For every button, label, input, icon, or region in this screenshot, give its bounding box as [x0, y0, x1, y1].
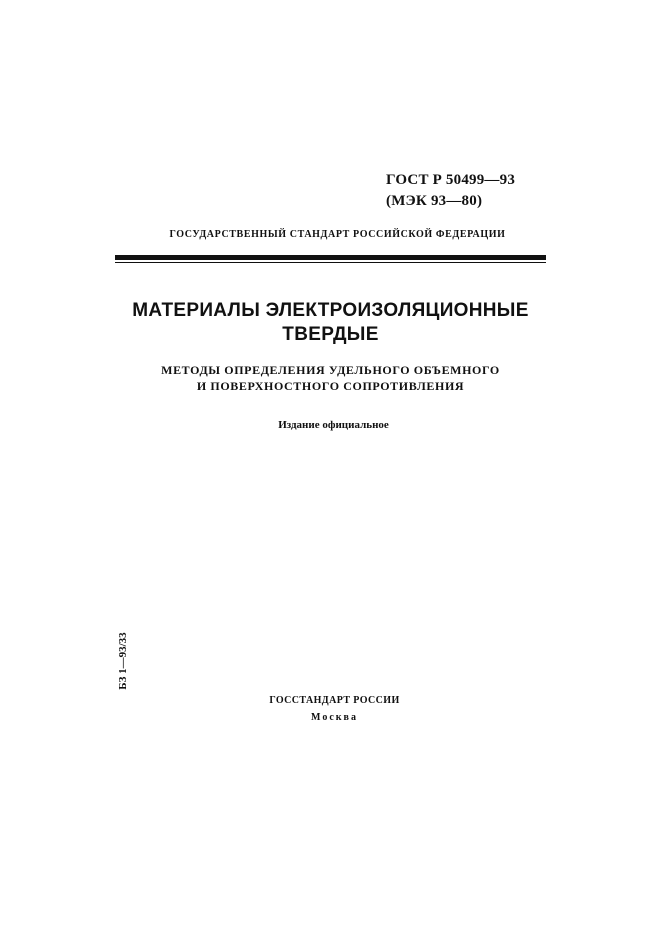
subtitle-line-2: И ПОВЕРХНОСТНОГО СОПРОТИВЛЕНИЯ [196, 379, 465, 393]
edition-note: Издание официальное [278, 419, 389, 431]
thick-divider [115, 255, 546, 260]
state-standard-heading: ГОСУДАРСТВЕННЫЙ СТАНДАРТ РОССИЙСКОЙ ФЕДЕРАЦИИ [169, 229, 506, 240]
thin-divider [115, 262, 546, 263]
iec-number: (МЭК 93—80) [386, 193, 483, 209]
standard-number-block [386, 170, 515, 212]
document-subtitle [0, 362, 661, 394]
title-line-1: МАТЕРИАЛЫ ЭЛЕКТРОИЗОЛЯЦИОННЫЕ [132, 300, 529, 321]
title-line-2: ТВЕРДЫЕ [282, 324, 379, 345]
publisher-city: Москва [311, 712, 358, 723]
subtitle-line-1: МЕТОДЫ ОПРЕДЕЛЕНИЯ УДЕЛЬНОГО ОБЪЕМНОГО [161, 363, 500, 377]
publisher-name: ГОССТАНДАРТ РОССИИ [269, 695, 400, 706]
side-catalog-code: БЗ 1—93/33 [117, 632, 129, 690]
standard-number: ГОСТ Р 50499—93 [386, 172, 516, 188]
publisher-block [0, 692, 661, 726]
document-title [0, 299, 661, 347]
